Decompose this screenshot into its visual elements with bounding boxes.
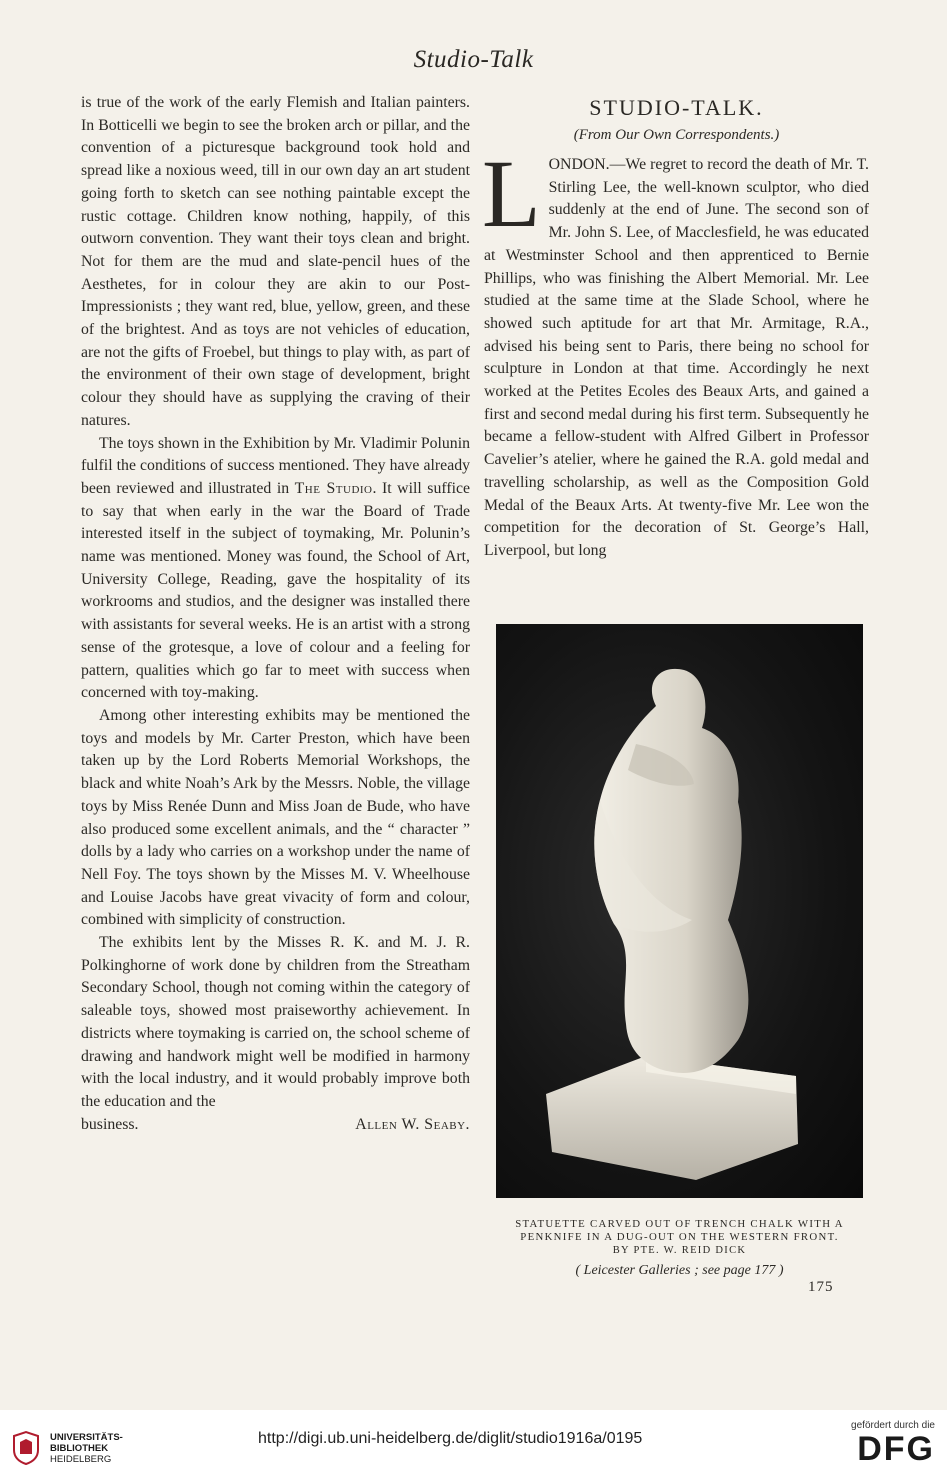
left-column [81, 92, 470, 1136]
running-head: Studio-Talk [413, 46, 534, 73]
sponsor-name: DFG [857, 1430, 935, 1468]
permalink-url[interactable]: http://digi.ub.uni-heidelberg.de/diglit/studio1916a/0195 [258, 1430, 643, 1447]
library-name-line: BIBLIOTHEK [50, 1442, 109, 1454]
paragraph: The exhibits lent by the Misses R. K. and M. J. R. Polkinghorne of work done by children from the Streatham Secondary School, though not coming within the category of saleable toys, showed most praiseworthy achievement. In districts where toymaking is carried on, the school scheme of drawing and handwork might well be modified in harmony with the local industry, and it would probably improve both the education and the [81, 934, 470, 1110]
author-name: Allen W. Seaby. [355, 1115, 470, 1133]
library-logo[interactable] [10, 1430, 123, 1466]
paragraph-text: ONDON.—We regret to record the death of Mr. T. Stirling Lee, the well-known sculptor, who died suddenly at the end of June. The second son of Mr. John S. Lee, of Macclesfield, he was educated at Westminster School and then apprenticed to Bernie Phillips, who was finishing the Albert Memorial. Mr. Lee studied at the same time at the Slade School, where he showed such aptitude for art that Mr. Armitage, R.A., advised his being sent to Paris, there being no school for sculpture in London at that time. Accordingly he next worked at the Petites Ecoles des Beaux Arts, and gained a first and second medal during his first term. Subsequently he became a fellow-student with Alfred Gilbert in Professor Cavelier’s atelier, where he gained the R.A. gold medal and travelling scholarship, as well as the Composition Gold Medal of the Beaux Arts. At twenty-five Mr. Lee won the competition for the decoration of St. George’s Hall, Liverpool, but long [484, 156, 869, 559]
caption-line: STATUETTE CARVED OUT OF TRENCH CHALK WITH A [515, 1218, 844, 1230]
statuette-illustration [496, 624, 863, 1198]
figure-caption [488, 1218, 871, 1282]
library-name-line: UNIVERSITÄTS- [50, 1431, 123, 1443]
right-column [484, 92, 869, 563]
paragraph [482, 140, 869, 563]
section-title: STUDIO-TALK. [589, 95, 764, 120]
library-name-line: HEIDELBERG [50, 1453, 112, 1465]
caption-line: PENKNIFE IN A DUG-OUT ON THE WESTERN FRONT. [520, 1231, 839, 1243]
journal-name: The Studio [294, 479, 373, 497]
paragraph-text: The toys shown in the Exhibition by Mr. Vladimir Polunin fulfil the conditions of success mentioned. They have already been reviewed and illustrated in [81, 434, 470, 497]
paragraph: Among other interesting exhibits may be mentioned the toys and models by Mr. Carter Preston, which have been taken up by the Lord Roberts Memorial Workshops, the black and white Noah’s Ark by the Messrs. Noble, the village toys by Miss Renée Dunn and Miss Joan de Bude, who have also produced some excellent animals, and the “ character ” dolls by a lady who carries on a workshop under the name of Nell Foy. The toys shown by the Misses M. V. Wheelhouse and Louise Jacobs have great vivacity of form and colour, combined with simplicity of construction. [81, 706, 470, 929]
paragraph [81, 433, 470, 705]
sponsor-label: gefördert durch die [851, 1420, 935, 1431]
university-seal-icon [10, 1430, 42, 1466]
paragraph-text: . It will suffice to say that when early in the war the Board of Trade interested itself in the subject of toymaking, Mr. Polunin’s name was mentioned. Money was found, the School of Art, University College, Reading, gave the hospitality of its workrooms and studios, and the designer was installed there with assistants for several weeks. He is an artist with a strong sense of the grotesque, a love of colour and a feeling for pattern, qualities which go far to meet with success when concerned with toy-making. [81, 479, 470, 702]
statuette-photograph [496, 624, 863, 1198]
digitization-footer [0, 1410, 947, 1482]
closing-word: business. [81, 1115, 139, 1133]
article-signature [81, 1114, 470, 1137]
drop-cap: L [482, 140, 541, 247]
paragraph: is true of the work of the early Flemish and Italian painters. In Botticelli we begin to see the broken arch or pillar, and the convention of a picturesque background took hold and spread like a noxious weed, till in our own day an art student going forth to sketch can see nothing paintable except the rustic cottage. Children know nothing, happily, of this outworn convention. They want their toys clean and bright. Not for them are the mud and slate-pencil hues of the Aesthetes, for in colour they are akin to our Post-Impressionists ; they want red, blue, yellow, green, and these of the brightest. And as toys are not vehicles of education, are not the gifts of Froebel, but things to play with, as part of the environment of their own stage of development, bright colour they should have as supplying the craving of their natures. [81, 94, 470, 429]
caption-source: ( Leicester Galleries ; see page 177 ) [575, 1263, 784, 1278]
library-name [50, 1432, 123, 1465]
sponsor-logo[interactable] [851, 1420, 935, 1467]
page-number: 175 [808, 1279, 834, 1295]
caption-credit: BY PTE. W. REID DICK [612, 1245, 747, 1256]
section-subtitle: (From Our Own Correspondents.) [573, 127, 780, 143]
